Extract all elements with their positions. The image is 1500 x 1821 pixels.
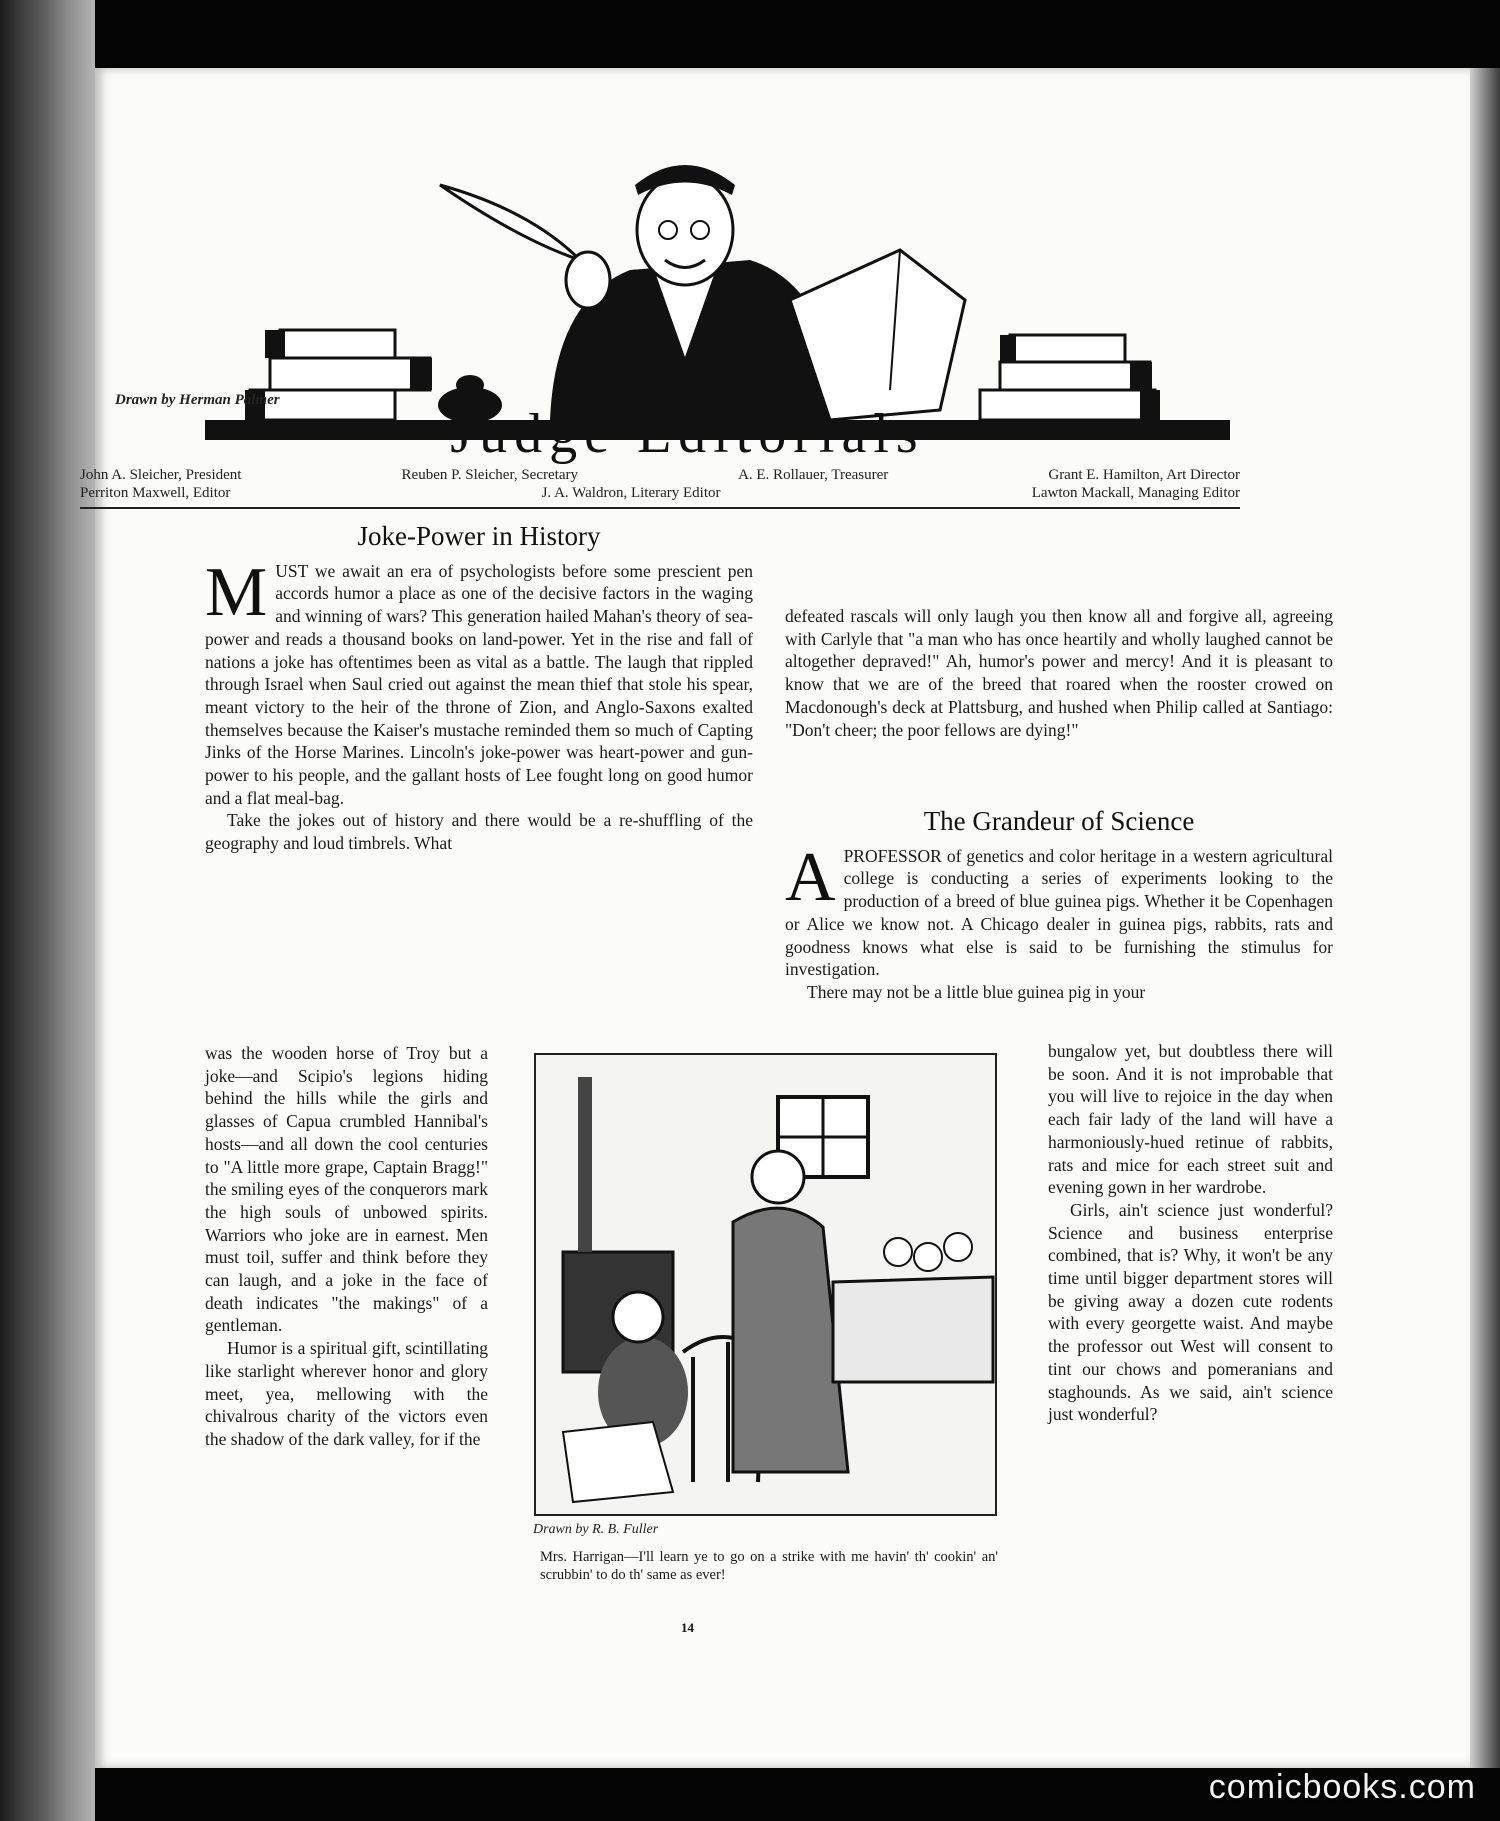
article-paragraph: There may not be a little blue guinea pig in your — [807, 981, 1146, 1002]
cartoon-illustration — [533, 1052, 998, 1517]
article-grandeur-cont — [1048, 1040, 1333, 1426]
header-rule — [80, 507, 1240, 509]
site-watermark: comicbooks.com — [1208, 1768, 1476, 1806]
masthead-title: Judge Editorials — [450, 403, 925, 465]
staff-box — [80, 466, 1240, 502]
staff-editor: Perriton Maxwell, Editor — [80, 485, 231, 501]
article-joke-power — [205, 521, 753, 855]
article-title-joke-power: Joke-Power in History — [357, 521, 601, 551]
staff-literary-editor: J. A. Waldron, Literary Editor — [541, 485, 721, 501]
article-paragraph: bungalow yet, but doubtless there will be soon. And it is not improbable that you will live to rejoice in the day when each fair lady of the land will have a harmoniously-hued retinue of rabbits, rats and mice for each street suit and evening gown in her wardrobe. — [1048, 1041, 1333, 1198]
article-grandeur-science — [785, 806, 1333, 1004]
article-paragraph: was the wooden horse of Troy but a joke—and Scipio's legions hiding behind the hills while the girls and glasses of Capua crumbled Hannibal's hosts—and all down the cool centuries to "A little more grape, Captain Bragg!" the smiling eyes of the conquerors mark the high souls of unbowed spirits. Warriors who joke are in earnest. Men must toil, suffer and think before they can laugh, and a joke in the face of death indicates "the makings" of a gentleman. — [205, 1043, 488, 1336]
staff-president: John A. Sleicher, President — [80, 467, 242, 483]
article-joke-power-end — [785, 605, 1333, 741]
staff-art-director: Grant E. Hamilton, Art Director — [1048, 467, 1240, 483]
article-paragraph: defeated rascals will only laugh you then know all and forgive all, agreeing with Carlyle that "a man who has once heartily and wholly laughed cannot be altogether depraved!" Ah, humor's power and mercy! And it is pleasant to know that we are of the breed that roared when the rooster crowed on Macdonough's deck at Plattsburg, and hushed when Philip called at Santiago: "Don't cheer; the poor fellows are dying!" — [785, 606, 1333, 740]
staff-treasurer: A. E. Rollauer, Treasurer — [738, 467, 889, 483]
drop-cap: M — [205, 553, 268, 631]
book-spine — [0, 0, 95, 1821]
page-number: 14 — [681, 1620, 694, 1635]
page-edge — [1470, 68, 1500, 1768]
article-paragraph: Take the jokes out of history and there would be a re-shuffling of the geography and loud timbrels. What — [205, 810, 753, 854]
article-joke-power-cont — [205, 1042, 488, 1451]
article-paragraph: Girls, ain't science just wonderful? Science and business enterprise combined, that is? Why, it won't be any time until bigger department stores will be giving away a dozen cute rodents with every georgette waist. And maybe the professor out West will consent to tint our chows and pomeranians and staghounds. As we said, ain't science just wonderful? — [1048, 1199, 1333, 1425]
cartoon-caption: Mrs. Harrigan—I'll learn ye to go on a strike with me havin' th' cookin' an' scrubbin' to do th' same as ever! — [540, 1549, 998, 1583]
article-paragraph: APROFESSOR of genetics and color heritage in a western agricultural college is conducting a series of experiments looking to the production of a breed of blue guinea pigs. Whether it be Copenhagen or Alice we know not. A Chicago dealer in guinea pigs, rabbits, rats and goodness knows what else is said to be furnishing the stimulus for investigation. — [785, 838, 1333, 980]
staff-managing-editor: Lawton Mackall, Managing Editor — [1031, 485, 1240, 501]
drop-cap: A — [785, 838, 836, 916]
article-paragraph: Humor is a spiritual gift, scintillating like starlight wherever honor and glory meet, yea, mellowing with the chivalrous charity of the victors even the shadow of the dark valley, for if the — [205, 1338, 488, 1449]
article-title-grandeur: The Grandeur of Science — [923, 806, 1195, 836]
staff-secretary: Reuben P. Sleicher, Secretary — [401, 467, 578, 483]
cartoon-credit: Drawn by R. B. Fuller — [533, 1522, 659, 1537]
article-paragraph: MUST we await an era of psychologists before some prescient pen accords humor a place as one of the decisive factors in the waging and winning of wars? This generation hailed Mahan's theory of sea-power and reads a thousand books on land-power. Yet in the rise and fall of nations a joke has oftentimes been as vital as a battle. The laugh that rippled through Israel when Saul cried out against the mean thief that stole his spear, meant victory to the heir of the throne of Zion, and Anglo-Saxons exalted themselves because the Kaiser's mustache reminded them so much of Capting Jinks of the Horse Marines. Lincoln's joke-power was heart-power and gun-power to his people, and the gallant hosts of Lee fought long on good humor and a flat meal-bag. — [205, 553, 753, 808]
header-credit: Drawn by Herman Palmer — [115, 392, 280, 408]
